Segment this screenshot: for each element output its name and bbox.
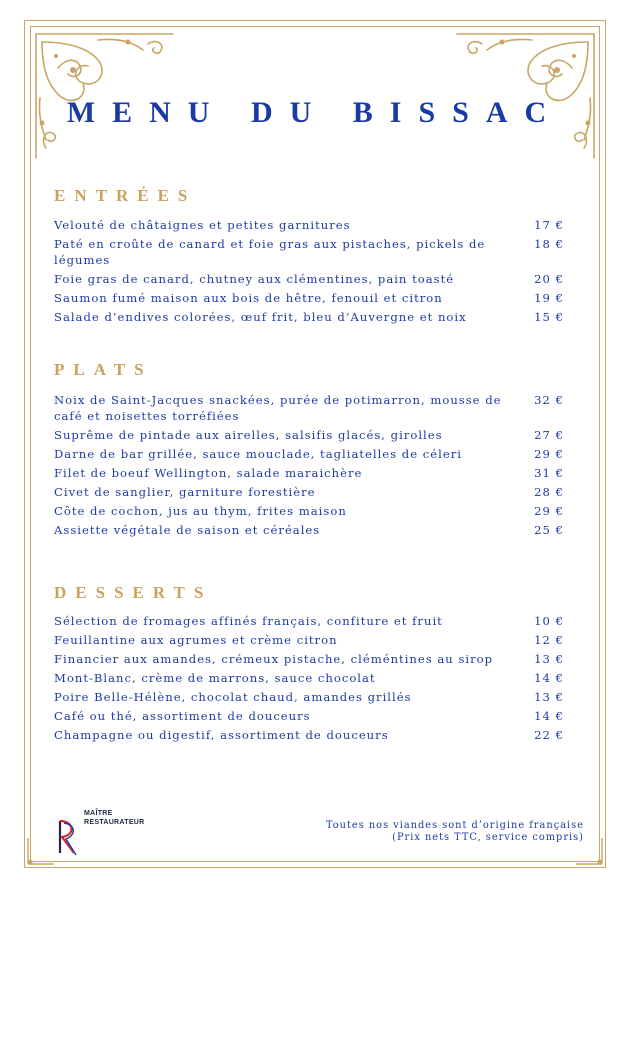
list-item bbox=[54, 465, 564, 481]
menu-title: MENU DU BISSAC bbox=[66, 96, 564, 129]
list-item bbox=[54, 613, 564, 629]
desserts-list bbox=[54, 613, 564, 746]
item-price: 27 € bbox=[534, 428, 564, 442]
item-name: Darne de bar grillée, sauce mouclade, tagliatelles de céleri bbox=[54, 447, 462, 461]
list-item bbox=[54, 392, 564, 424]
item-name: Café ou thé, assortiment de douceurs bbox=[54, 709, 311, 723]
item-price: 31 € bbox=[534, 466, 564, 480]
item-price: 32 € bbox=[534, 393, 564, 407]
item-name: Paté en croûte de canard et foie gras aux pistaches, pickels de légumes bbox=[54, 237, 486, 267]
list-item bbox=[54, 651, 564, 667]
plats-list bbox=[54, 392, 564, 541]
item-price: 12 € bbox=[534, 633, 564, 647]
item-name: Civet de sanglier, garniture forestière bbox=[54, 485, 316, 499]
list-item bbox=[54, 290, 564, 306]
item-name: Suprême de pintade aux airelles, salsifis glacés, girolles bbox=[54, 428, 443, 442]
logo-line-1: MAÎTRE bbox=[84, 810, 113, 817]
item-price: 22 € bbox=[534, 728, 564, 742]
item-price: 29 € bbox=[534, 447, 564, 461]
item-price: 18 € bbox=[534, 237, 564, 251]
section-title-desserts: DESSERTS bbox=[54, 583, 213, 602]
footnote-origin: Toutes nos viandes sont d’origine française bbox=[326, 820, 584, 831]
item-name: Saumon fumé maison aux bois de hêtre, fenouil et citron bbox=[54, 291, 443, 305]
list-item bbox=[54, 670, 564, 686]
item-price: 14 € bbox=[534, 709, 564, 723]
item-name: Côte de cochon, jus au thym, frites maison bbox=[54, 504, 347, 518]
item-name: Noix de Saint-Jacques snackées, purée de potimarron, mousse de café et noisettes torréfiées bbox=[54, 393, 502, 423]
list-item bbox=[54, 727, 564, 743]
list-item bbox=[54, 632, 564, 648]
list-item bbox=[54, 427, 564, 443]
item-name: Feuillantine aux agrumes et crème citron bbox=[54, 633, 338, 647]
list-item bbox=[54, 271, 564, 287]
list-item bbox=[54, 446, 564, 462]
item-name: Filet de boeuf Wellington, salade maraichère bbox=[54, 466, 363, 480]
item-price: 28 € bbox=[534, 485, 564, 499]
item-name: Poire Belle-Hélène, chocolat chaud, amandes grillés bbox=[54, 690, 412, 704]
list-item bbox=[54, 503, 564, 519]
list-item bbox=[54, 708, 564, 724]
item-price: 10 € bbox=[534, 614, 564, 628]
list-item bbox=[54, 309, 564, 325]
item-price: 17 € bbox=[534, 218, 564, 232]
maitre-restaurateur-logo-icon bbox=[56, 817, 80, 857]
item-name: Financier aux amandes, crémeux pistache, cléméntines au sirop bbox=[54, 652, 494, 666]
section-title-plats: PLATS bbox=[54, 360, 153, 379]
item-name: Velouté de châtaignes et petites garnitures bbox=[54, 218, 351, 232]
item-price: 25 € bbox=[534, 523, 564, 537]
item-price: 19 € bbox=[534, 291, 564, 305]
item-name: Foie gras de canard, chutney aux clémentines, pain toasté bbox=[54, 272, 455, 286]
menu-card bbox=[24, 20, 606, 868]
logo-line-2: RESTAURATEUR bbox=[84, 819, 145, 826]
item-name: Sélection de fromages affinés français, confiture et fruit bbox=[54, 614, 443, 628]
item-price: 29 € bbox=[534, 504, 564, 518]
footnote bbox=[326, 820, 584, 844]
footnote-prices: (Prix nets TTC, service compris) bbox=[392, 832, 584, 843]
list-item bbox=[54, 484, 564, 500]
list-item bbox=[54, 689, 564, 705]
item-price: 14 € bbox=[534, 671, 564, 685]
item-name: Champagne ou digestif, assortiment de douceurs bbox=[54, 728, 389, 742]
item-price: 15 € bbox=[534, 310, 564, 324]
item-price: 13 € bbox=[534, 690, 564, 704]
list-item bbox=[54, 236, 564, 268]
entrees-list bbox=[54, 217, 564, 328]
item-name: Assiette végétale de saison et céréales bbox=[54, 523, 321, 537]
item-name: Salade d’endives colorées, œuf frit, bleu d’Auvergne et noix bbox=[54, 310, 467, 324]
item-price: 20 € bbox=[534, 272, 564, 286]
section-title-entrees: ENTRÉES bbox=[54, 186, 197, 205]
item-price: 13 € bbox=[534, 652, 564, 666]
list-item bbox=[54, 522, 564, 538]
logo-text bbox=[84, 809, 145, 827]
item-name: Mont-Blanc, crème de marrons, sauce chocolat bbox=[54, 671, 376, 685]
list-item bbox=[54, 217, 564, 233]
